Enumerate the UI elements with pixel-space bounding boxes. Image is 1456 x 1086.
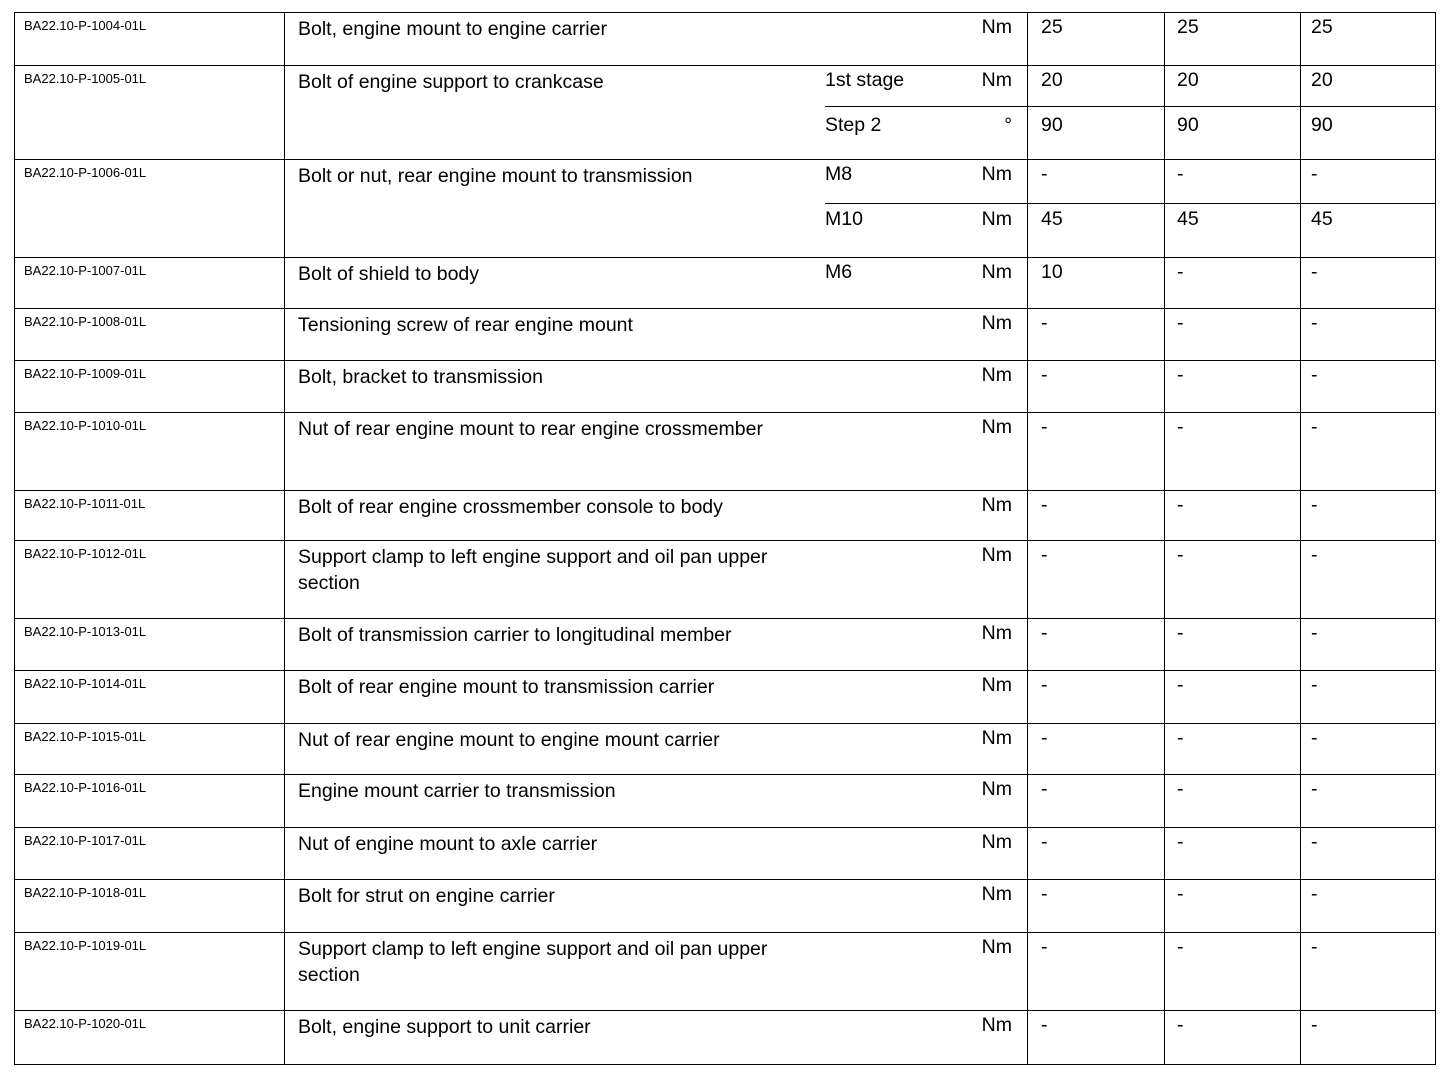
table-row xyxy=(14,723,1436,774)
torque-value-1: - xyxy=(1041,312,1048,334)
torque-value-2: - xyxy=(1177,494,1184,516)
tightening-spec: M8 xyxy=(825,163,853,185)
torque-value-3: - xyxy=(1311,1014,1318,1036)
part-description: Bolt of shield to body xyxy=(298,263,480,285)
torque-value-1: 90 xyxy=(1041,114,1063,136)
torque-value-2: - xyxy=(1177,163,1184,185)
torque-value-1: - xyxy=(1041,674,1048,696)
unit-label: Nm xyxy=(981,312,1012,334)
unit-label: Nm xyxy=(981,831,1012,853)
torque-value-1: - xyxy=(1041,778,1048,800)
part-description: Bolt, engine mount to engine carrier xyxy=(298,18,607,40)
part-code: BA22.10-P-1018-01L xyxy=(24,885,147,900)
torque-value-1: 20 xyxy=(1041,69,1063,91)
row-border xyxy=(14,490,1436,491)
torque-value-2: 45 xyxy=(1177,208,1199,230)
part-code: BA22.10-P-1009-01L xyxy=(24,366,147,381)
torque-value-2: - xyxy=(1177,364,1184,386)
table-row xyxy=(14,308,1436,360)
row-border xyxy=(14,879,1436,880)
table-row xyxy=(14,540,1436,618)
torque-value-3: - xyxy=(1311,544,1318,566)
row-border xyxy=(14,159,1436,160)
part-description: Nut of rear engine mount to rear engine crossmember xyxy=(298,418,763,440)
part-description: Bolt of engine support to crankcase xyxy=(298,71,604,93)
table-row xyxy=(14,1010,1436,1064)
torque-value-3: 20 xyxy=(1311,69,1333,91)
torque-value-1: - xyxy=(1041,936,1048,958)
part-code: BA22.10-P-1006-01L xyxy=(24,165,147,180)
torque-value-3: - xyxy=(1311,364,1318,386)
torque-value-2: - xyxy=(1177,622,1184,644)
unit-label: Nm xyxy=(981,364,1012,386)
part-code: BA22.10-P-1020-01L xyxy=(24,1016,147,1031)
part-description: Bolt, engine support to unit carrier xyxy=(298,1016,591,1038)
torque-value-3: - xyxy=(1311,778,1318,800)
part-code: BA22.10-P-1012-01L xyxy=(24,546,147,561)
part-code: BA22.10-P-1013-01L xyxy=(24,624,147,639)
part-description: Support clamp to left engine support and oil pan upper section xyxy=(298,546,768,594)
column-border xyxy=(1027,12,1028,1064)
torque-value-3: - xyxy=(1311,622,1318,644)
row-border xyxy=(14,360,1436,361)
part-code: BA22.10-P-1008-01L xyxy=(24,314,147,329)
tightening-spec: M10 xyxy=(825,208,863,230)
torque-value-3: - xyxy=(1311,312,1318,334)
torque-value-2: - xyxy=(1177,831,1184,853)
part-description: Tensioning screw of rear engine mount xyxy=(298,314,633,336)
table-row xyxy=(14,827,1436,879)
table-row xyxy=(14,670,1436,723)
torque-value-1: 25 xyxy=(1041,16,1063,38)
row-border xyxy=(14,723,1436,724)
torque-value-1: - xyxy=(1041,883,1048,905)
table-row xyxy=(14,257,1436,308)
table-row xyxy=(14,879,1436,932)
torque-value-1: - xyxy=(1041,622,1048,644)
torque-value-2: - xyxy=(1177,727,1184,749)
torque-value-2: 20 xyxy=(1177,69,1199,91)
column-border xyxy=(14,12,15,1064)
torque-value-1: - xyxy=(1041,727,1048,749)
torque-value-3: 25 xyxy=(1311,16,1333,38)
unit-label: Nm xyxy=(981,544,1012,566)
row-subdivider xyxy=(825,203,1436,204)
part-description: Nut of rear engine mount to engine mount carrier xyxy=(298,729,720,751)
row-border xyxy=(14,308,1436,309)
torque-value-2: - xyxy=(1177,312,1184,334)
part-description: Bolt of transmission carrier to longitudinal member xyxy=(298,624,732,646)
torque-value-1: - xyxy=(1041,364,1048,386)
row-border xyxy=(14,257,1436,258)
torque-value-2: - xyxy=(1177,778,1184,800)
torque-value-2: - xyxy=(1177,674,1184,696)
part-description: Bolt, bracket to transmission xyxy=(298,366,543,388)
table-row xyxy=(14,774,1436,827)
unit-label: Nm xyxy=(981,778,1012,800)
part-code: BA22.10-P-1017-01L xyxy=(24,833,147,848)
unit-label: Nm xyxy=(981,622,1012,644)
torque-value-2: 25 xyxy=(1177,16,1199,38)
unit-label: Nm xyxy=(981,674,1012,696)
part-description: Engine mount carrier to transmission xyxy=(298,780,616,802)
torque-value-2: - xyxy=(1177,883,1184,905)
part-code: BA22.10-P-1010-01L xyxy=(24,418,147,433)
table-row xyxy=(14,412,1436,490)
unit-label: Nm xyxy=(981,727,1012,749)
part-code: BA22.10-P-1005-01L xyxy=(24,71,147,86)
part-description: Support clamp to left engine support and oil pan upper section xyxy=(298,938,768,986)
table-row xyxy=(14,12,1436,65)
unit-label: Nm xyxy=(981,69,1012,91)
row-border xyxy=(14,12,1436,13)
unit-label: Nm xyxy=(981,208,1012,230)
torque-value-1: - xyxy=(1041,494,1048,516)
row-border xyxy=(14,670,1436,671)
torque-value-3: - xyxy=(1311,674,1318,696)
row-border xyxy=(14,774,1436,775)
tightening-spec: M6 xyxy=(825,261,853,283)
part-description: Bolt of rear engine crossmember console to body xyxy=(298,496,723,518)
torque-value-3: - xyxy=(1311,831,1318,853)
torque-value-3: 45 xyxy=(1311,208,1333,230)
table-row xyxy=(14,618,1436,670)
part-description: Bolt for strut on engine carrier xyxy=(298,885,555,907)
torque-value-3: - xyxy=(1311,727,1318,749)
torque-value-3: - xyxy=(1311,936,1318,958)
row-subdivider xyxy=(825,106,1436,107)
row-border xyxy=(14,412,1436,413)
torque-value-1: - xyxy=(1041,416,1048,438)
torque-value-3: - xyxy=(1311,494,1318,516)
unit-label: Nm xyxy=(981,261,1012,283)
table-row xyxy=(14,932,1436,1010)
part-code: BA22.10-P-1011-01L xyxy=(24,496,146,511)
unit-label: Nm xyxy=(981,416,1012,438)
torque-value-1: - xyxy=(1041,544,1048,566)
torque-table xyxy=(14,12,1436,1064)
unit-label: Nm xyxy=(981,1014,1012,1036)
table-row xyxy=(14,490,1436,540)
column-border xyxy=(1435,12,1436,1064)
tightening-spec: Step 2 xyxy=(825,114,882,136)
column-border xyxy=(1300,12,1301,1064)
row-border xyxy=(14,618,1436,619)
part-description: Bolt of rear engine mount to transmission carrier xyxy=(298,676,715,698)
part-code: BA22.10-P-1019-01L xyxy=(24,938,147,953)
part-description: Bolt or nut, rear engine mount to transmission xyxy=(298,165,693,187)
unit-label: Nm xyxy=(981,163,1012,185)
table-row xyxy=(14,360,1436,412)
unit-label: Nm xyxy=(981,494,1012,516)
torque-value-2: - xyxy=(1177,261,1184,283)
torque-value-1: 45 xyxy=(1041,208,1063,230)
row-border xyxy=(14,65,1436,66)
unit-label: ° xyxy=(1004,114,1012,136)
torque-value-1: - xyxy=(1041,831,1048,853)
torque-value-2: - xyxy=(1177,544,1184,566)
part-code: BA22.10-P-1014-01L xyxy=(24,676,147,691)
part-code: BA22.10-P-1007-01L xyxy=(24,263,147,278)
torque-value-3: - xyxy=(1311,883,1318,905)
torque-value-3: - xyxy=(1311,261,1318,283)
part-code: BA22.10-P-1004-01L xyxy=(24,18,147,33)
part-code: BA22.10-P-1016-01L xyxy=(24,780,147,795)
torque-value-3: 90 xyxy=(1311,114,1333,136)
torque-value-3: - xyxy=(1311,163,1318,185)
torque-value-1: 10 xyxy=(1041,261,1063,283)
unit-label: Nm xyxy=(981,883,1012,905)
row-border xyxy=(14,932,1436,933)
unit-label: Nm xyxy=(981,16,1012,38)
row-border xyxy=(14,827,1436,828)
row-border xyxy=(14,1010,1436,1011)
torque-value-2: - xyxy=(1177,936,1184,958)
part-description: Nut of engine mount to axle carrier xyxy=(298,833,598,855)
column-border xyxy=(284,12,285,1064)
torque-value-3: - xyxy=(1311,416,1318,438)
table-bottom-border xyxy=(14,1064,1436,1065)
table-row xyxy=(14,159,1436,257)
torque-value-2: - xyxy=(1177,1014,1184,1036)
row-border xyxy=(14,540,1436,541)
column-border xyxy=(1164,12,1165,1064)
table-row xyxy=(14,65,1436,159)
torque-value-2: 90 xyxy=(1177,114,1199,136)
torque-value-1: - xyxy=(1041,1014,1048,1036)
torque-value-2: - xyxy=(1177,416,1184,438)
tightening-spec: 1st stage xyxy=(825,69,905,91)
part-code: BA22.10-P-1015-01L xyxy=(24,729,147,744)
unit-label: Nm xyxy=(981,936,1012,958)
torque-value-1: - xyxy=(1041,163,1048,185)
